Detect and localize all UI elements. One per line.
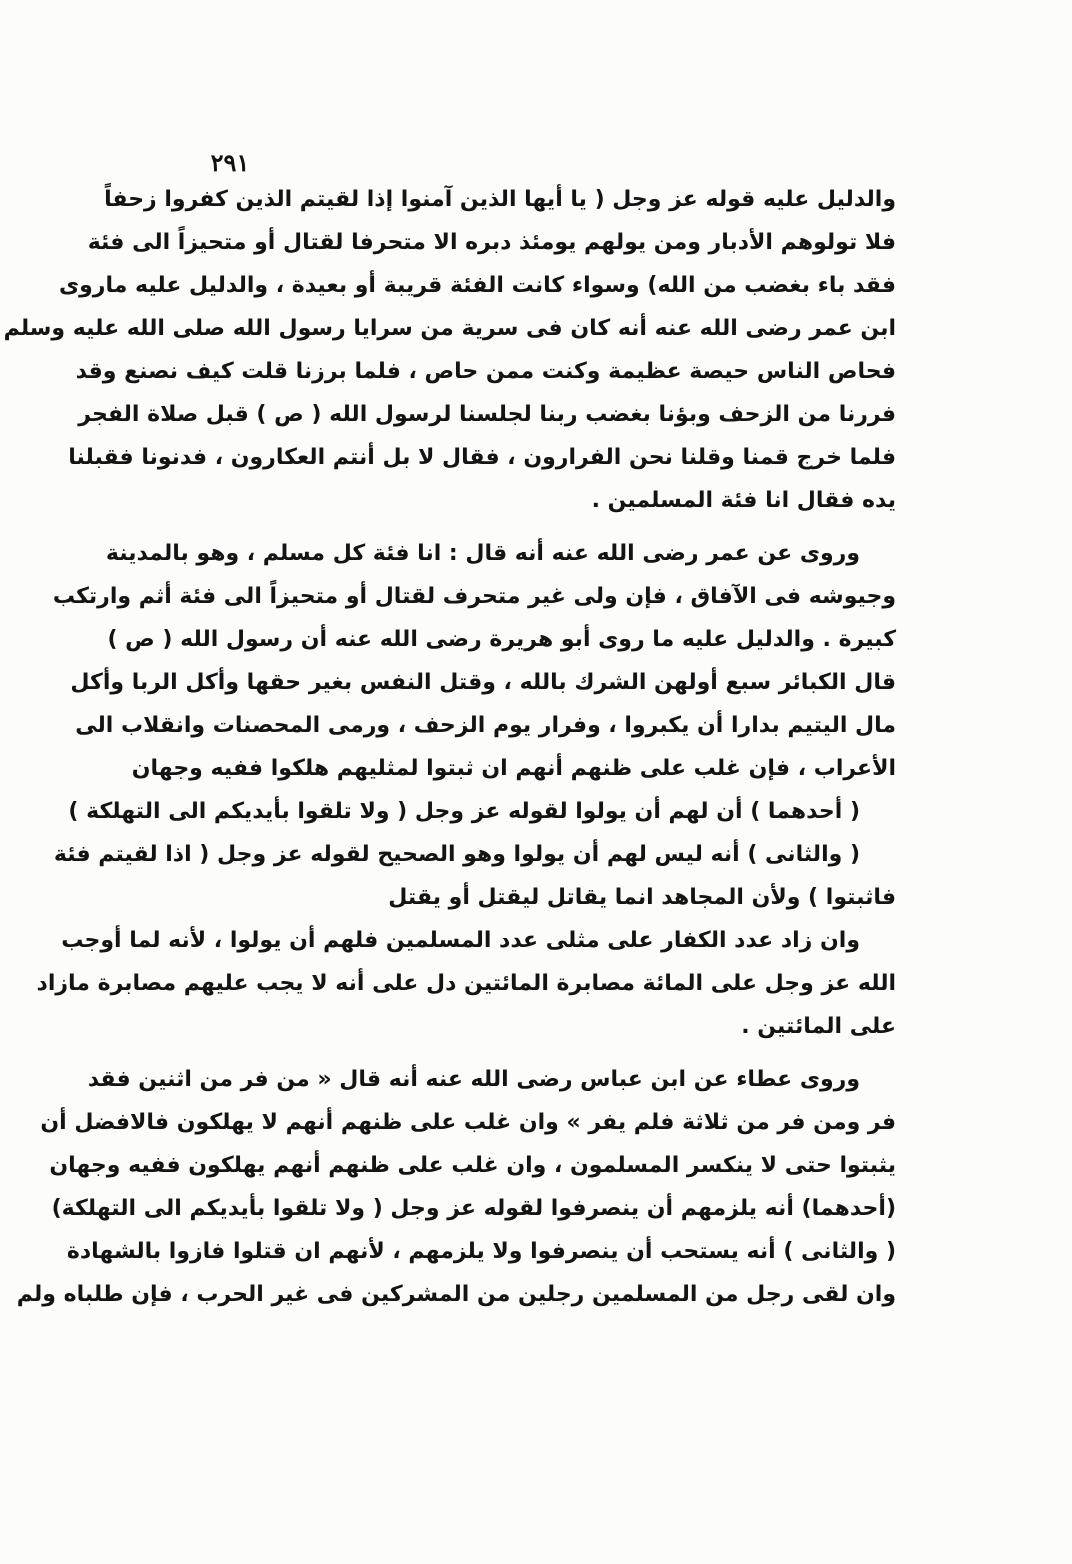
text-line: (أحدهما) أنه يلزمهم أن ينصرفوا لقوله عز وجل ( ولا تلقوا بأيديكم الى التهلكة): [51, 1196, 896, 1221]
text-line: يده فقال انا فئة المسلمين .: [591, 488, 896, 513]
text-line: وروى عن عمر رضى الله عنه أنه قال : انا فئة كل مسلم ، وهو بالمدينة: [105, 541, 860, 566]
text-line: مال اليتيم بدارا أن يكبروا ، وفرار يوم الزحف ، ورمى المحصنات وانقلاب الى: [75, 713, 896, 738]
text-line: ( أحدهما ) أن لهم أن يولوا لقوله عز وجل ( ولا تلقوا بأيديكم الى التهلكة ): [68, 799, 860, 824]
body-text: [3, 178, 896, 1316]
text-line: الله عز وجل على المائة مصابرة المائتين دل على أنه لا يجب عليهم مصابرة مازاد: [36, 971, 896, 996]
paragraph-gap: [176, 1048, 896, 1058]
text-line: وروى عطاء عن ابن عباس رضى الله عنه أنه قال « من فر من اثنين فقد: [87, 1067, 860, 1092]
page-number: ٢٩١: [210, 148, 250, 177]
text-line: وان زاد عدد الكفار على مثلى عدد المسلمين فلهم أن يولوا ، لأنه لما أوجب: [61, 928, 860, 953]
text-line: فر ومن فر من ثلاثة فلم يفر » وان غلب على ظنهم أنهم لا يهلكون فالافضل أن: [40, 1110, 896, 1135]
text-line: وجيوشه فى الآفاق ، فإن ولى غير متحرف لقتال أو متحيزاً الى فئة أثم وارتكب: [52, 584, 896, 609]
text-line: فررنا من الزحف وبؤنا بغضب ربنا لجلسنا لرسول الله ( ص ) قبل صلاة الفجر: [78, 402, 896, 427]
text-line: ( والثانى ) أنه ليس لهم أن يولوا وهو الصحيح لقوله عز وجل ( اذا لقيتم فئة: [53, 842, 860, 867]
text-line: والدليل عليه قوله عز وجل ( يا أيها الذين آمنوا إذا لقيتم الذين كفروا زحفاً: [104, 187, 896, 212]
text-line: ( والثانى ) أنه يستحب أن ينصرفوا ولا يلزمهم ، لأنهم ان قتلوا فازوا بالشهادة: [66, 1239, 896, 1264]
text-line: الأعراب ، فإن غلب على ظنهم أنهم ان ثبتوا لمثليهم هلكوا ففيه وجهان: [131, 756, 896, 781]
text-line: قال الكبائر سبع أولهن الشرك بالله ، وقتل النفس بغير حقها وأكل الربا وأكل: [70, 670, 896, 695]
text-line: فحاص الناس حيصة عظيمة وكنت ممن حاص ، فلما برزنا قلت كيف نصنع وقد: [75, 359, 896, 384]
text-line: فلما خرج قمنا وقلنا نحن الفرارون ، فقال لا بل أنتم العكارون ، فدنونا فقبلنا: [68, 445, 896, 470]
text-line: ابن عمر رضى الله عنه أنه كان فى سرية من سرايا رسول الله صلى الله عليه وسلم: [3, 316, 896, 341]
text-line: فاثبتوا ) ولأن المجاهد انما يقاتل ليقتل أو يقتل: [388, 885, 896, 910]
text-line: يثبتوا حتى لا ينكسر المسلمون ، وان غلب على ظنهم أنهم يهلكون ففيه وجهان: [49, 1153, 896, 1178]
text-line: على المائتين .: [741, 1014, 896, 1039]
text-line: وان لقى رجل من المسلمين رجلين من المشركين فى غير الحرب ، فإن طلباه ولم: [16, 1282, 896, 1307]
text-line: فقد باء بغضب من الله) وسواء كانت الفئة قريبة أو بعيدة ، والدليل عليه ماروى: [58, 273, 896, 298]
text-line: فلا تولوهم الأدبار ومن يولهم يومئذ دبره الا متحرفا لقتال أو متحيزاً الى فئة: [87, 230, 896, 255]
text-line: كبيرة . والدليل عليه ما روى أبو هريرة رضى الله عنه أن رسول الله ( ص ): [107, 627, 896, 652]
paragraph-gap: [176, 522, 896, 532]
